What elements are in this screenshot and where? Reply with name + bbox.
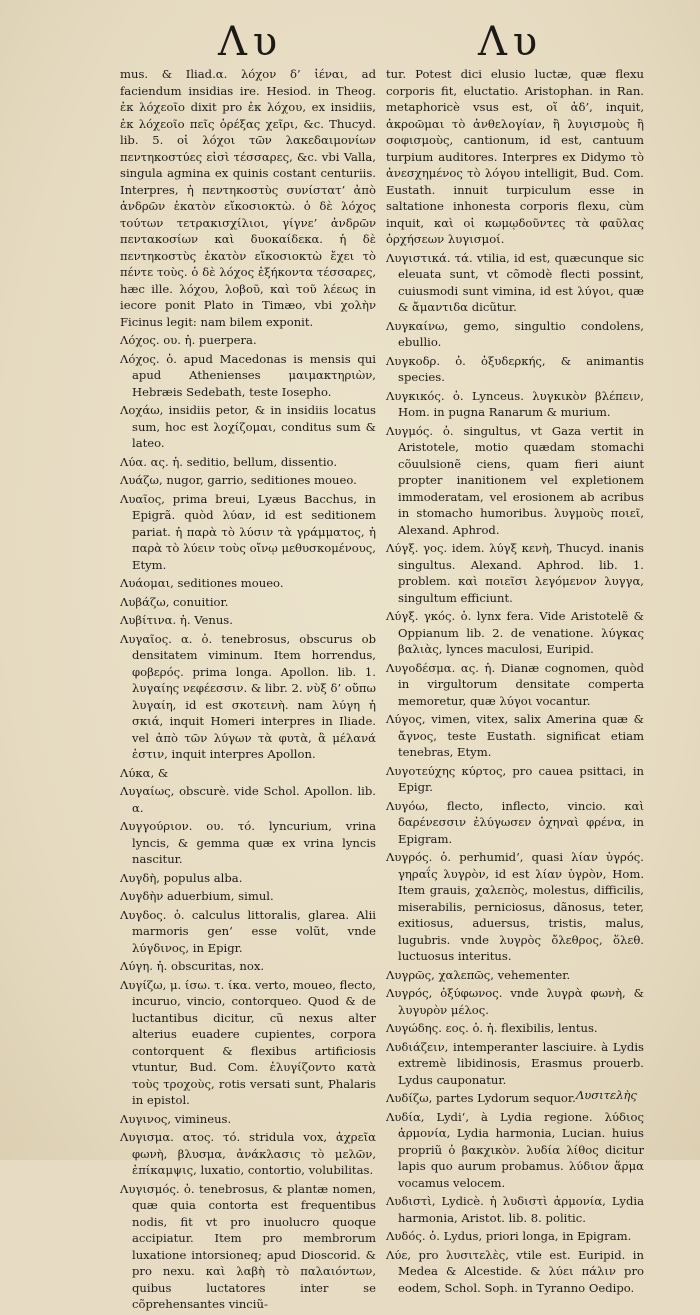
entry: Λυγδὴ, populus alba. — [120, 870, 243, 885]
entry: Λυγκαίνω, gemo, singultio condolens, ebullio. — [386, 318, 644, 349]
entry: Λυγώδης. εος. ὁ. ἡ. flexibilis, lentus. — [386, 1021, 598, 1035]
entry: tur. Potest dici elusio luctæ, quæ flexu corporis fit, eluctatio. Aristophan. in Ran. metaphoricè vsus est, οἵ ἀδ’, inquit, ἀκροῶμαι τὸ ἀνθελογίαν, ἢ λυγισμοὺς ἢ σοφισμοὺς, cantionum, id est, cantuum turpium auditores. Interpres ex Didymo τὸ ἀνεσχημένος τὸ λόγου intelligit, Bud. Com. Eustath. innuit turpiculum esse in saltatione inhonesta corporis flexu, cùm inquit, καὶ οἱ κωμῳδοῦντες τὰ φαῦλας ὀρχήσεων λυγισμοί. — [386, 67, 644, 246]
entry: Λύα. ας. ἡ. seditio, bellum, dissentio. — [120, 454, 338, 469]
entry: Λυβίτινα. ἡ. Venus. — [120, 613, 233, 627]
catchword: Λυσιτελὴς — [576, 1088, 637, 1102]
right-column — [386, 66, 644, 1298]
entry: Λυγρός, ὀξύφωνος. vnde λυγρὰ φωνὴ, & λυγυρὸν μέλος. — [386, 986, 644, 1017]
entry: Λυγοτεύχης κύρτος, pro cauea psittaci, in Epigr. — [386, 763, 644, 794]
entry: Λυάζω, nugor, garrio, seditiones moueo. — [120, 473, 357, 487]
entry: Λυγοδέσμα. ας. ἡ. Dianæ cognomen, quòd in virgultorum densitate comperta memoretur, quæ λύγοι vocantur. — [386, 660, 644, 708]
entry: Λυγρῶς, χαλεπῶς, vehementer. — [386, 967, 571, 982]
entry: Λυγκοδρ. ὁ. ὀξυδερκής, & animantis species. — [386, 353, 644, 384]
entry: Λυγγούριον. ου. τό. lyncurium, vrina lyncis, & gemma quæ ex vrina lyncis nascitur. — [120, 819, 376, 866]
entry: Λυδός. ὁ. Lydus, priori longa, in Epigram. — [386, 1229, 632, 1243]
entry: Λυγμός. ὁ. singultus, vt Gaza vertit in Aristotele, motio quædam stomachi cõuulsionẽ ciens, quam fieri aiunt propter inanitionem vel expletionem immoderatam, vel erosionem ab acribus in stomacho humoribus. λυγμοὺς ποιεῖ, Alexand. Aphrod. — [386, 423, 644, 537]
entry: Λύγξ. γκός. ὁ. lynx fera. Vide Aristotelẽ & Oppianum lib. 2. de venatione. λύγκας βαλιὰς, lynces maculosi, Euripid. — [386, 609, 644, 656]
entry: Λύκα, & — [120, 765, 169, 780]
entry: Λυγαίως, obscurè. vide Schol. Apollon. lib. α. — [120, 784, 376, 815]
entry: mus. & Iliad.α. λόχον δ’ ἰέναι, ad faciendum insidias ire. Hesiod. in Theog. ἐκ λόχεοῖο dixit pro ἐκ λόχου, ex insidiis, ἐκ λόχεοῖο πεῖς ὀρέξας χεῖρι, &c. Thucyd. lib. 5. οἱ λόχοι τῶν λακεδαιμονίων πεντηκοστύες εἰσὶ τέσσαρες, &c. vbi Valla, singula agmina ex quinis costant centuriis. Interpres, ἡ πεντηκοστὺς συνίστατ’ ἀπὸ ἀνδρῶν ἑκατὸν εἴκοσιοκτὼ. ὁ δὲ λόχος τούτων τετρακισχίλιοι, γίγνε’ ἀνδρῶν πεντακοσίων καὶ δυοκαίδεκα. ἡ δὲ πεντηκοστὺς ἑκατὸν εἴκοσιοκτὼ ἔχει τὸ πέντε τοὺς. ὁ δὲ λόχος ἑξήκοντα τέσσαρες, hæc ille. λόχου, λοβοῦ, καὶ τοῦ λέεως in iecore ponit Plato in Timæo, vbi χολὴν Ficinus legit: nam bilem exponit. — [120, 67, 376, 329]
entry: Λοχάω, insidiis petor, & in insidiis locatus sum, hoc est λοχίζομαι, conditus sum & lateo. — [120, 403, 376, 450]
entry: Λυγδος. ὁ. calculus littoralis, glarea. Alii marmoris genʻ esse volũt, vnde λύγδινος, in Epigr. — [120, 907, 376, 955]
entry: Λυγιστικά. τά. vtilia, id est, quæcunque sic eleuata sunt, vt cõmodè flecti possint, cuiusmodi sunt vimina, id est λύγοι, quæ & ἄμαντιδα dicũtur. — [386, 250, 644, 314]
entry: Λόχος. ου. ἡ. puerpera. — [120, 333, 257, 347]
entry: Λυγδὴν aduerbium, simul. — [120, 889, 274, 903]
entry: Λυγινος, vimineus. — [120, 1111, 232, 1126]
entry: Λύε, pro λυσιτελὲς, vtile est. Euripid. in Medea & Alcestide. & λύει πάλιν pro eodem, Schol. Soph. in Tyranno Oedipo. — [386, 1247, 644, 1295]
entry: Λυάομαι, seditiones moueo. — [120, 576, 284, 590]
entry: Λυγισμα. ατος. τό. stridula vox, ἀχρεῖα φωνὴ, βλυσμα, ἀνάκλασις τὸ μελῶν, ἐπίκαμψις, luxatio, contortio, volubilitas. — [120, 1130, 376, 1177]
entry: Λύγη. ἡ. obscuritas, nox. — [120, 959, 265, 973]
entry: Λυγκικός. ὁ. Lynceus. λυγκικὸν βλέπειν, Hom. in pugna Ranarum & murium. — [386, 388, 644, 419]
entry: Λυδιστὶ, Lydicè. ἡ λυδιστὶ ἁρμονία, Lydia harmonia, Aristot. lib. 8. politic. — [386, 1194, 644, 1225]
entry: Λύγος, vimen, vitex, salix Amerina quæ & ἄγνος, teste Eustath. significat etiam tenebras, Etym. — [386, 712, 644, 759]
left-column — [120, 66, 376, 1315]
entry: Λυδίζω, partes Lydorum sequor. — [386, 1091, 576, 1105]
running-head-left: Λυ — [218, 19, 284, 65]
entry: Λυβάζω, conuitior. — [120, 594, 229, 609]
entry: Λυγίζω, μ. ίσω. τ. ίκα. verto, moueo, flecto, incuruo, vincio, contorqueo. Quod & de luctantibus dicitur, cũ nexus alter alterius euadere cupientes, corpora contorquent & flexibus artificiosis vtuntur, Bud. Com. ἐλυγίζοντο κατὰ τοὺς τροχοὺς, rotis versati sunt, Phalaris in epistol. — [120, 977, 376, 1107]
entry: Λυγισμός. ὁ. tenebrosus, & plantæ nomen, quæ quia contorta est frequentibus nodis, fit vt pro inuolucro quoque accipiatur. Item pro membrorum luxatione intorsioneq; apud Dioscorid. & pro nexu. καὶ λαβὴ τὸ παλαιόντων, quibus luctatores inter se cõprehensantes vinciũ- — [120, 1181, 376, 1311]
entry: Λυαῖος, prima breui, Lyæus Bacchus, in Epigrã. quòd λύαν, id est seditionem pariat. ἡ παρὰ τὸ λύσιν τὰ γράμματος, ἡ παρὰ τὸ λύειν τοὺς οἴνῳ μεθυσκομένους, Etym. — [120, 491, 376, 572]
entry: Λυγόω, flecto, inflecto, vincio. καὶ δαρένεσσιν ἐλύγωσεν ὀχηναὶ φρένα, in Epigram. — [386, 798, 644, 846]
entry: Λυγαῖος. α. ὁ. tenebrosus, obscurus ob densitatem viminum. Item horrendus, φοβερός. prima longa. Apollon. lib. 1. λυγαίης νεφέεσσιν. & libr. 2. νὺξ δ’ οὔπω λυγαίη, id est σκοτεινὴ. nam λύγη ἡ σκιά, inquit Homeri interpres in Iliade. vel ἀπὸ τῶν λύγων τὰ φυτὰ, ἃ μέλανά ἐστιν, inquit interpres Apollon. — [120, 631, 376, 761]
entry: Λυγρός. ὁ. perhumidʻ, quasi λίαν ὑγρός. γηραΐς λυγρὸν, id est λίαν ὑγρὸν, Hom. Item grauis, χαλεπὸς, molestus, difficilis, miserabilis, perniciosus, dãnosus, teter, exitiosus, aduersus, tristis, malus, lugubris. vnde λυγρὸς ὄλεθρος, ὅλεθ. luctuosus interitus. — [386, 850, 644, 963]
running-head-right: Λυ — [478, 19, 544, 65]
entry: Λυδιάζειν, intemperanter lasciuire. à Lydis extremè libidinosis, Erasmus prouerb. Lydus cauponatur. — [386, 1039, 644, 1087]
entry: Λύγξ. γος. idem. λύγξ κενὴ, Thucyd. inanis singultus. Alexand. Aphrod. lib. 1. problem. καὶ ποιεῖσι λεγόμενον λυγγα, singultum efficiunt. — [386, 541, 644, 605]
entry: Λόχος. ὁ. apud Macedonas is mensis qui apud Athenienses μαιμακτηριὼν, Hebræis Sedebath, teste Iosepho. — [120, 351, 376, 399]
entry: Λυδία, Lydiʻ, à Lydia regione. λύδιος ἁρμονία, Lydia harmonia, Lucian. huius propriũ ὁ βακχικὸν. λυδία λίθος dicitur lapis quo aurum probamus. λύδιον ἅρμα vocamus velocem. — [386, 1109, 644, 1190]
